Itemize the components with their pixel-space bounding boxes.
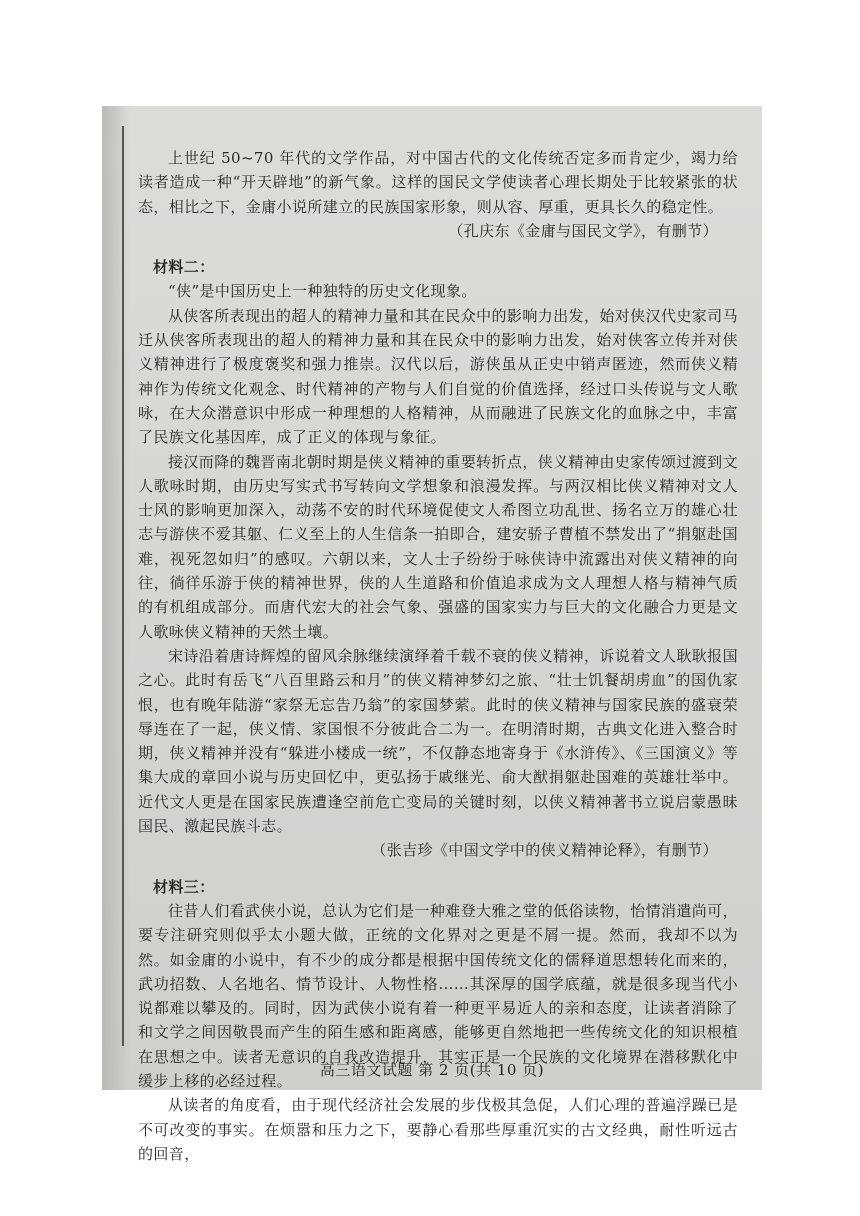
material-2-heading: 材料二： [153,258,215,277]
material-2-paragraph: 宋诗沿着唐诗辉煌的留风余脉继续演绎着千载不衰的侠义精神，诉说着文人耿耿报国之心。此时有岳飞“八百里路云和月”的侠义精神梦幻之旅、“壮士饥餐胡虏血”的国仇家恨，也有晚年陆游“家祭无忘告乃翁”的家国梦萦。此时的侠义精神与国家民族的盛衰荣辱连在了一起，侠义情、家国恨不分彼此合二为一。在明清时期，古典文化进入整合时期，侠义精神并没有“躲进小楼成一统”，不仅静态地寄身于《水浒传》、《三国演义》等集大成的章回小说与历史回忆中，更弘扬于戚继光、俞大猷捐躯赴国难的英雄壮举中。近代文人更是在国家民族遭逢空前危亡变局的关键时刻，以侠义精神著书立说启蒙愚昧国民、激起民族斗志。 [138,646,738,836]
material-2-paragraph: “侠”是中国历史上一种独特的历史文化现象。 [168,282,477,301]
material-3-heading: 材料三： [153,877,215,896]
material-3-paragraph: 从读者的角度看，由于现代经济社会发展的步伐极其急促，人们心理的普遍浮躁已是不可改变的事实。在烦嚣和压力之下，要静心看那些厚重沉实的古文经典，耐性听远古的回音， [138,1096,738,1163]
page-content [138,146,738,1166]
material-3-paragraph: 往昔人们看武侠小说，总认为它们是一种难登大雅之堂的低俗读物，怡情消遣尚可，要专注研究则似乎太小题大做，正统的文化界对之更是不屑一提。然而，我却不以为然。如金庸的小说中，有不少的成分都是根据中国传统文化的儒释道思想转化而来的，武功招数、人名地名、情节设计、人物性格……其深厚的国学底蕴，就是很多现当代小说都难以攀及的。同时，因为武侠小说有着一种更平易近人的亲和态度，让读者消除了和文学之间因敬畏而产生的陌生感和距离感，能够更自然地把一些传统文化的知识根植在思想之中。读者无意识的自我改造提升，其实正是一个民族的文化境界在潜移默化中缓步上移的必经过程。 [138,901,738,1090]
intro-paragraph: 上世纪 50~70 年代的文学作品，对中国古代的文化传统否定多而肯定少，竭力给读者造成一种“开天辟地”的新气象。这样的国民文学使读者心理长期处于比较紧张的状态，相比之下，金庸小说所建立的民族国家形象，则从容、厚重，更具长久的稳定性。 [138,149,738,216]
exam-page-photo [102,106,762,1163]
source-citation-1: （孔庆东《金庸与国民文学》，有删节） [448,221,718,240]
material-2-paragraph: 接汉而降的魏晋南北朝时期是侠义精神的重要转折点，侠义精神由史家传颂过渡到文人歌咏时期，由历史写实式书写转向文学想象和浪漫发挥。与两汉相比侠义精神对文人士风的影响更加深入，动荡不安的时代环境促使文人希图立功乱世、扬名立万的雄心壮志与游侠不爱其躯、仁义至上的人生信条一拍即合，建安骄子曹植不禁发出了“捐躯赴国难，视死忽如归”的感叹。六朝以来，文人士子纷纷于咏侠诗中流露出对侠义精神的向往，徜徉乐游于侠的精神世界，侠的人生道路和价值追求成为文人理想人格与精神气质的有机组成部分。而唐代宏大的社会气象、强盛的国家实力与巨大的文化融合力更是文人歌咏侠义精神的天然土壤。 [138,452,738,641]
page-footer: 高三语文试题 第 2 页(共 10 页) [319,1061,545,1079]
material-2-paragraph: 从侠客所表现出的超人的精神力量和其在民众中的影响力出发，始对侠汉代史家司马迁从侠客所表现出的超人的精神力量和其在民众中的影响力出发，始对侠客立传并对侠义精神进行了极度褒奖和强力推崇。汉代以后，游侠虽从正史中销声匿迹，然而侠义精神作为传统文化观念、时代精神的产物与人们自觉的价值选择，经过口头传说与文人歌咏，在大众潜意识中形成一种理想的人格精神，从而融进了民族文化的血脉之中，丰富了民族文化基因库，成了正义的体现与象征。 [138,306,738,447]
margin-line [122,126,124,1046]
source-citation-2: （张吉珍《中国文学中的侠义精神论释》，有删节） [371,841,718,860]
